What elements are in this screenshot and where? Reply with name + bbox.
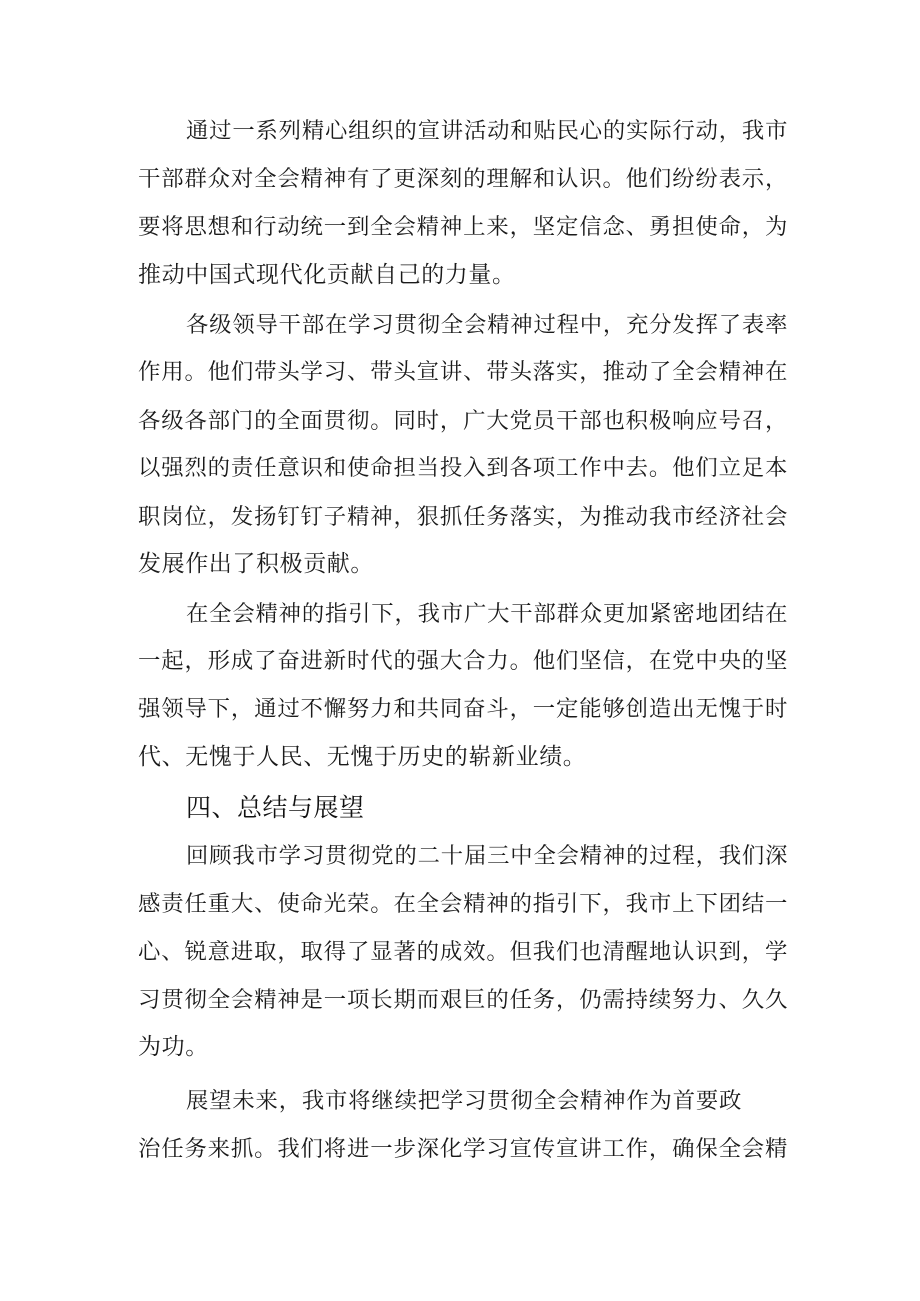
paragraph-4-line-1: 回顾我市学习贯彻党的二十届三中全会精神的过程，我们深 [186, 843, 788, 869]
paragraph-3-line-2: 一起，形成了奋进新时代的强大合力。他们坚信，在党中央的坚 [138, 648, 788, 674]
paragraph-3-line-4: 代、无愧于人民、无愧于历史的崭新业绩。 [138, 744, 587, 770]
paragraph-1-line-1: 通过一系列精心组织的宣讲活动和贴民心的实际行动，我市 [186, 118, 788, 144]
paragraph-3-line-3: 强领导下，通过不懈努力和共同奋斗，一定能够创造出无愧于时 [138, 696, 788, 722]
paragraph-1-line-4: 推动中国式现代化贡献自己的力量。 [138, 262, 516, 288]
paragraph-5-line-2: 治任务来抓。我们将进一步深化学习宣传宣讲工作，确保全会精 [138, 1136, 788, 1162]
paragraph-2-line-6: 发展作出了积极贡献。 [138, 551, 374, 577]
paragraph-5-line-1: 展望未来，我市将继续把学习贯彻全会精神作为首要政 [186, 1088, 742, 1114]
paragraph-3-line-1: 在全会精神的指引下，我市广大干部群众更加紧密地团结在 [186, 601, 788, 627]
paragraph-2-line-5: 职岗位，发扬钉钉子精神，狠抓任务落实，为推动我市经济社会 [138, 504, 788, 530]
paragraph-4-line-4: 习贯彻全会精神是一项长期而艰巨的任务，仍需持续努力、久久 [138, 987, 788, 1013]
paragraph-4-line-5: 为功。 [138, 1034, 209, 1060]
paragraph-4-line-2: 感责任重大、使命光荣。在全会精神的指引下，我市上下团结一 [138, 891, 788, 917]
paragraph-2-line-3: 各级各部门的全面贯彻。同时，广大党员干部也积极响应号召， [138, 408, 788, 434]
paragraph-4-line-3: 心、锐意进取，取得了显著的成效。但我们也清醒地认识到，学 [138, 939, 788, 965]
paragraph-1-line-3: 要将思想和行动统一到全会精神上来，坚定信念、勇担使命，为 [138, 214, 788, 240]
paragraph-2-line-2: 作用。他们带头学习、带头宣讲、带头落实，推动了全会精神在 [138, 359, 788, 385]
paragraph-2-line-1: 各级领导干部在学习贯彻全会精神过程中，充分发挥了表率 [186, 312, 788, 338]
section-heading: 四、总结与展望 [186, 793, 365, 822]
paragraph-2-line-4: 以强烈的责任意识和使命担当投入到各项工作中去。他们立足本 [138, 455, 788, 481]
paragraph-1-line-2: 干部群众对全会精神有了更深刻的理解和认识。他们纷纷表示， [138, 166, 788, 192]
